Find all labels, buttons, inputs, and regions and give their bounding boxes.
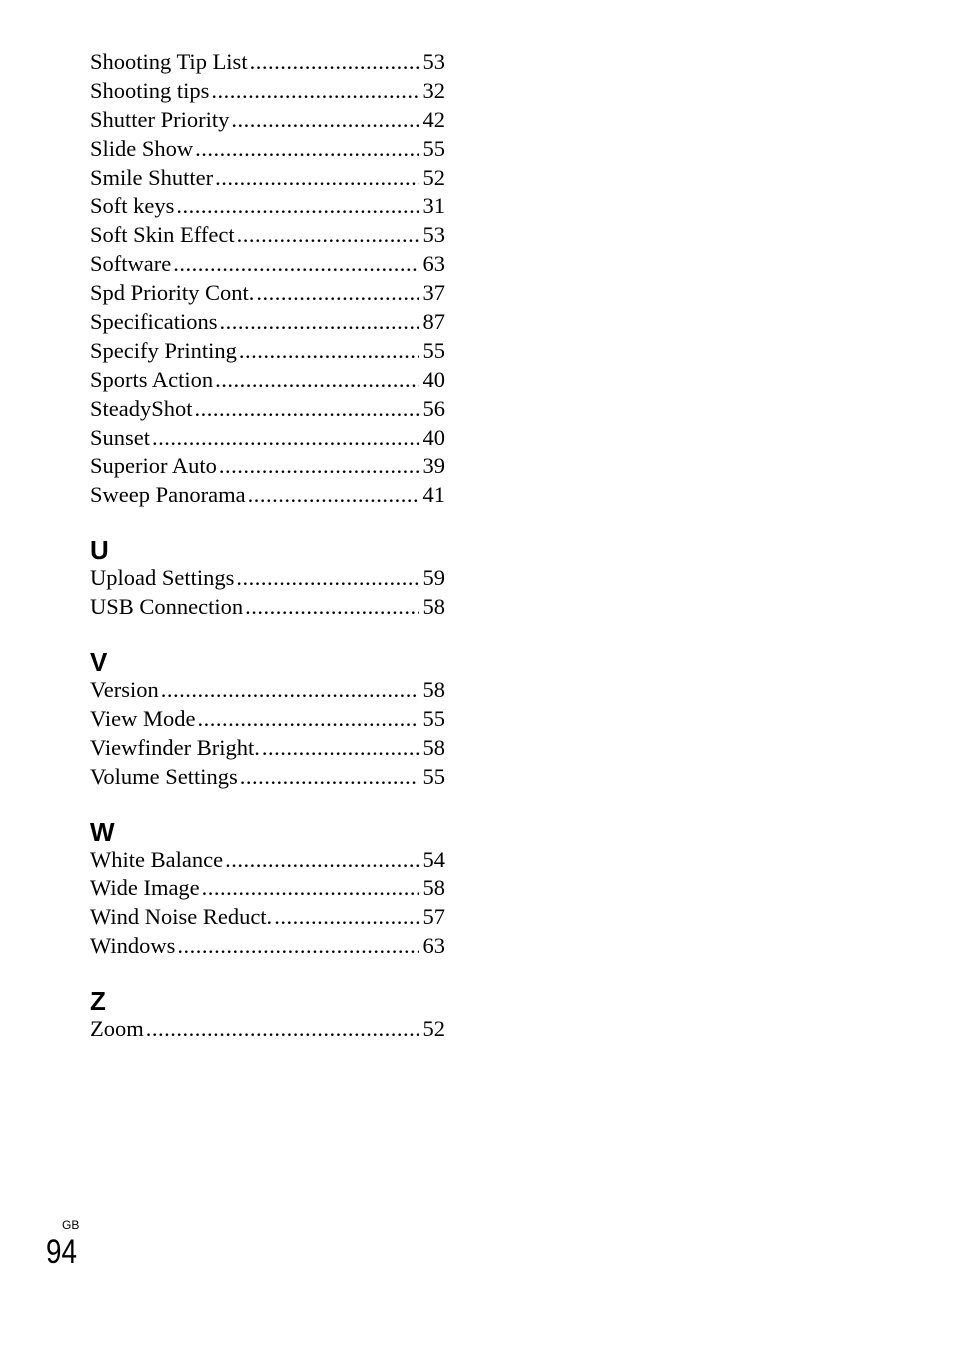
entry-page: 63 xyxy=(422,933,445,959)
entry-term: Soft Skin Effect xyxy=(90,222,235,248)
index-entry xyxy=(90,763,445,792)
entry-term: SteadyShot xyxy=(90,395,193,421)
index-entry xyxy=(90,874,445,903)
entry-term: Shooting tips xyxy=(90,77,210,103)
index-entry xyxy=(90,932,445,961)
dot-leader xyxy=(152,424,418,453)
index-entry xyxy=(90,452,445,481)
entry-term: Windows xyxy=(90,933,176,959)
entry-page: 55 xyxy=(422,135,445,161)
entry-term: Sunset xyxy=(90,424,151,450)
dot-leader xyxy=(237,221,419,250)
entry-page: 40 xyxy=(422,366,445,392)
entry-page: 58 xyxy=(422,677,445,703)
index-entry xyxy=(90,564,445,593)
entry-page: 32 xyxy=(422,77,445,103)
index-group-s xyxy=(90,48,445,510)
index-entry xyxy=(90,135,445,164)
dot-leader xyxy=(146,1015,419,1044)
dot-leader xyxy=(248,481,419,510)
entry-page: 37 xyxy=(422,280,445,306)
index-entry xyxy=(90,903,445,932)
entry-page: 55 xyxy=(422,763,445,789)
entry-term: Wide Image xyxy=(90,875,200,901)
entry-term: Slide Show xyxy=(90,135,194,161)
entry-page: 58 xyxy=(422,875,445,901)
entry-term: Shutter Priority xyxy=(90,106,230,132)
index-section-u xyxy=(90,534,445,622)
dot-leader xyxy=(239,337,419,366)
dot-leader xyxy=(176,192,418,221)
entry-page: 87 xyxy=(422,309,445,335)
entry-page: 59 xyxy=(422,565,445,591)
entry-page: 53 xyxy=(422,222,445,248)
dot-leader xyxy=(211,77,418,106)
entry-term: Software xyxy=(90,251,172,277)
dot-leader xyxy=(202,874,419,903)
index-entry xyxy=(90,705,445,734)
entry-page: 52 xyxy=(422,1016,445,1042)
entry-page: 42 xyxy=(422,106,445,132)
dot-leader xyxy=(256,279,418,308)
section-heading: W xyxy=(90,816,115,847)
entry-term: White Balance xyxy=(90,846,224,872)
entry-page: 63 xyxy=(422,251,445,277)
index-entry xyxy=(90,250,445,279)
index-entry xyxy=(90,481,445,510)
dot-leader xyxy=(177,932,418,961)
entry-term: Specify Printing xyxy=(90,337,237,363)
entry-term: Shooting Tip List xyxy=(90,49,248,74)
entry-page: 57 xyxy=(422,904,445,930)
entry-term: Sweep Panorama xyxy=(90,482,246,508)
entry-page: 58 xyxy=(422,594,445,620)
dot-leader xyxy=(231,106,418,135)
entry-term: Version xyxy=(90,677,159,703)
section-heading: V xyxy=(90,647,108,678)
page-number: 94 xyxy=(46,1233,78,1271)
dot-leader xyxy=(274,903,418,932)
entry-page: 39 xyxy=(422,453,445,479)
entry-page: 56 xyxy=(422,395,445,421)
entry-term: View Mode xyxy=(90,705,196,731)
index-entry xyxy=(90,734,445,763)
region-code: GB xyxy=(62,1218,80,1232)
index-section-w xyxy=(90,816,445,962)
entry-page: 55 xyxy=(422,705,445,731)
entry-page: 40 xyxy=(422,424,445,450)
index-entry xyxy=(90,337,445,366)
dot-leader xyxy=(198,705,419,734)
entry-term: Superior Auto xyxy=(90,453,217,479)
entry-term: Spd Priority Cont. xyxy=(90,280,255,306)
index-entry xyxy=(90,395,445,424)
entry-term: Upload Settings xyxy=(90,565,235,591)
entry-page: 53 xyxy=(422,49,445,74)
dot-leader xyxy=(215,164,418,193)
index-entry xyxy=(90,106,445,135)
index-entry xyxy=(90,279,445,308)
entry-page: 55 xyxy=(422,337,445,363)
entry-term: Smile Shutter xyxy=(90,164,214,190)
entry-term: Specifications xyxy=(90,309,218,335)
dot-leader xyxy=(225,846,418,875)
dot-leader xyxy=(195,395,419,424)
dot-leader xyxy=(236,564,418,593)
dot-leader xyxy=(262,734,419,763)
index-entry xyxy=(90,77,445,106)
index-entry xyxy=(90,192,445,221)
entry-page: 31 xyxy=(422,193,445,219)
index-entry xyxy=(90,1015,445,1044)
dot-leader xyxy=(173,250,418,279)
entry-term: Viewfinder Bright. xyxy=(90,734,260,760)
section-heading: Z xyxy=(90,986,106,1017)
index-entry xyxy=(90,164,445,193)
dot-leader xyxy=(219,452,419,481)
index-section-v xyxy=(90,646,445,792)
dot-leader xyxy=(219,308,418,337)
entry-term: Zoom xyxy=(90,1016,144,1042)
index-entry xyxy=(90,593,445,622)
index-entry xyxy=(90,308,445,337)
entry-page: 52 xyxy=(422,164,445,190)
index-entry xyxy=(90,424,445,453)
entry-term: Volume Settings xyxy=(90,763,238,789)
index-column xyxy=(90,48,445,1044)
dot-leader xyxy=(245,593,418,622)
index-entry xyxy=(90,221,445,250)
dot-leader xyxy=(195,135,418,164)
index-entry xyxy=(90,846,445,875)
index-section-z xyxy=(90,985,445,1044)
entry-term: Sports Action xyxy=(90,366,214,392)
dot-leader xyxy=(240,763,419,792)
index-entry xyxy=(90,366,445,395)
entry-term: USB Connection xyxy=(90,594,244,620)
entry-page: 58 xyxy=(422,734,445,760)
entry-term: Wind Noise Reduct. xyxy=(90,904,273,930)
section-heading: U xyxy=(90,535,109,566)
entry-page: 41 xyxy=(422,482,445,508)
index-entry xyxy=(90,48,445,77)
entry-term: Soft keys xyxy=(90,193,175,219)
dot-leader xyxy=(161,676,419,705)
index-entry xyxy=(90,676,445,705)
dot-leader xyxy=(250,48,419,77)
entry-page: 54 xyxy=(422,846,445,872)
dot-leader xyxy=(215,366,418,395)
